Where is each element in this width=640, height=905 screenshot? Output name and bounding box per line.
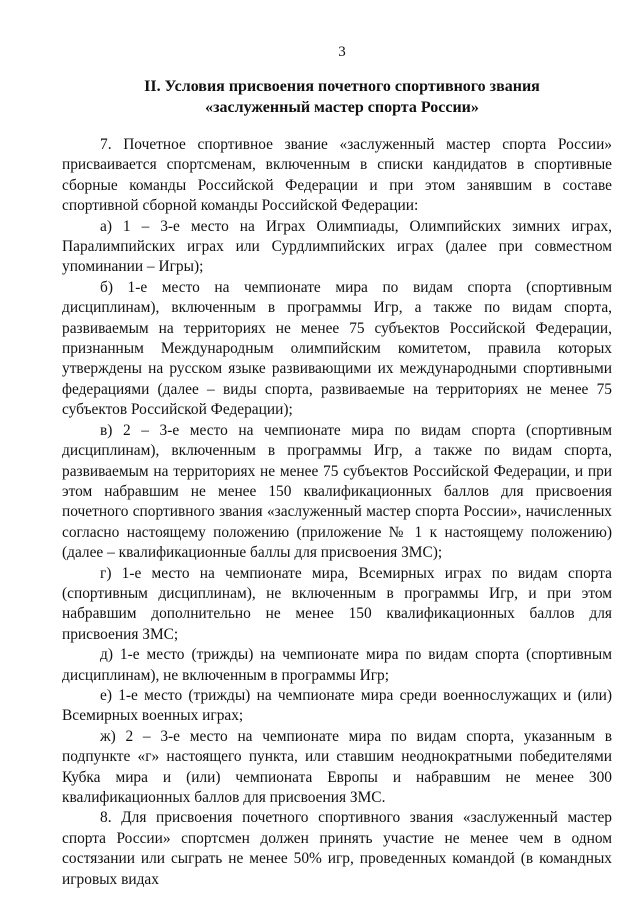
paragraph-7a: а) 1 – 3-е место на Играх Олимпиады, Олимпийских зимних играх, Паралимпийских играх или Сурдлимпийских играх (далее при совместном упоминании – Игры); — [62, 217, 612, 276]
page-number: 3 — [338, 44, 346, 60]
section-heading — [62, 76, 612, 118]
paragraph-7-intro: 7. Почетное спортивное звание «заслуженный мастер спорта России» присваивается спортсменам, включенным в списки кандидатов в спортивные сборные команды Российской Федерации и при этом занявшим в составе спортивной сборной команды Российской Федерации: — [62, 136, 612, 215]
paragraph-7d: д) 1-е место (трижды) на чемпионате мира по видам спорта (спортивным дисциплинам), не включенным в программы Игр; — [62, 646, 612, 684]
section-heading-line-2: «заслуженный мастер спорта России» — [205, 99, 479, 116]
paragraph-7b: б) 1-е место на чемпионате мира по видам спорта (спортивным дисциплинам), включенным в программы Игр, а также по видам спорта, развиваемым на территориях не менее 75 субъектов Российской Федерации, признанным Международным олимпийским комитетом, правила которых утверждены на русском языке развивающими их международными спортивными федерациями (далее – виды спорта, развиваемые на территориях не менее 75 субъектов Российской Федерации); — [62, 278, 612, 419]
paragraph-7g: г) 1-е место на чемпионате мира, Всемирных играх по видам спорта (спортивным дисциплинам), не включенным в программы Игр, и при этом набравшим дополнительно не менее 150 квалификационных баллов для присвоения ЗМС; — [62, 564, 612, 643]
paragraph-7e: е) 1-е место (трижды) на чемпионате мира среди военнослужащих и (или) Всемирных военных играх; — [62, 686, 612, 725]
paragraph-8: 8. Для присвоения почетного спортивного звания «заслуженный мастер спорта России» спортсмен должен принять участие не менее чем в одном состязании или сыграть не менее 50% игр, проведенных командой (в командных игровых видах — [62, 809, 612, 888]
paragraph-7v: в) 2 – 3-е место на чемпионате мира по видам спорта (спортивным дисциплинам), включенным в программы Игр, а также по видам спорта, развиваемым на территориях не менее 75 субъектов Российской Федерации, и при этом набравшим не менее 150 квалификационных баллов для присвоения почетного спортивного звания «заслуженный мастер спорта России», начисленных согласно настоящему положению (приложение № 1 к настоящему положению) (далее – квалификационные баллы для присвоения ЗМС); — [62, 421, 612, 562]
section-heading-line-1: II. Условия присвоения почетного спортивного звания — [144, 78, 540, 95]
paragraph-7zh: ж) 2 – 3-е место на чемпионате мира по видам спорта, указанным в подпункте «г» настоящего пункта, или ставшим неоднократными победителями Кубка мира и (или) чемпионата Европы и набравшим не менее 300 квалификационных баллов для присвоения ЗМС. — [62, 727, 612, 806]
